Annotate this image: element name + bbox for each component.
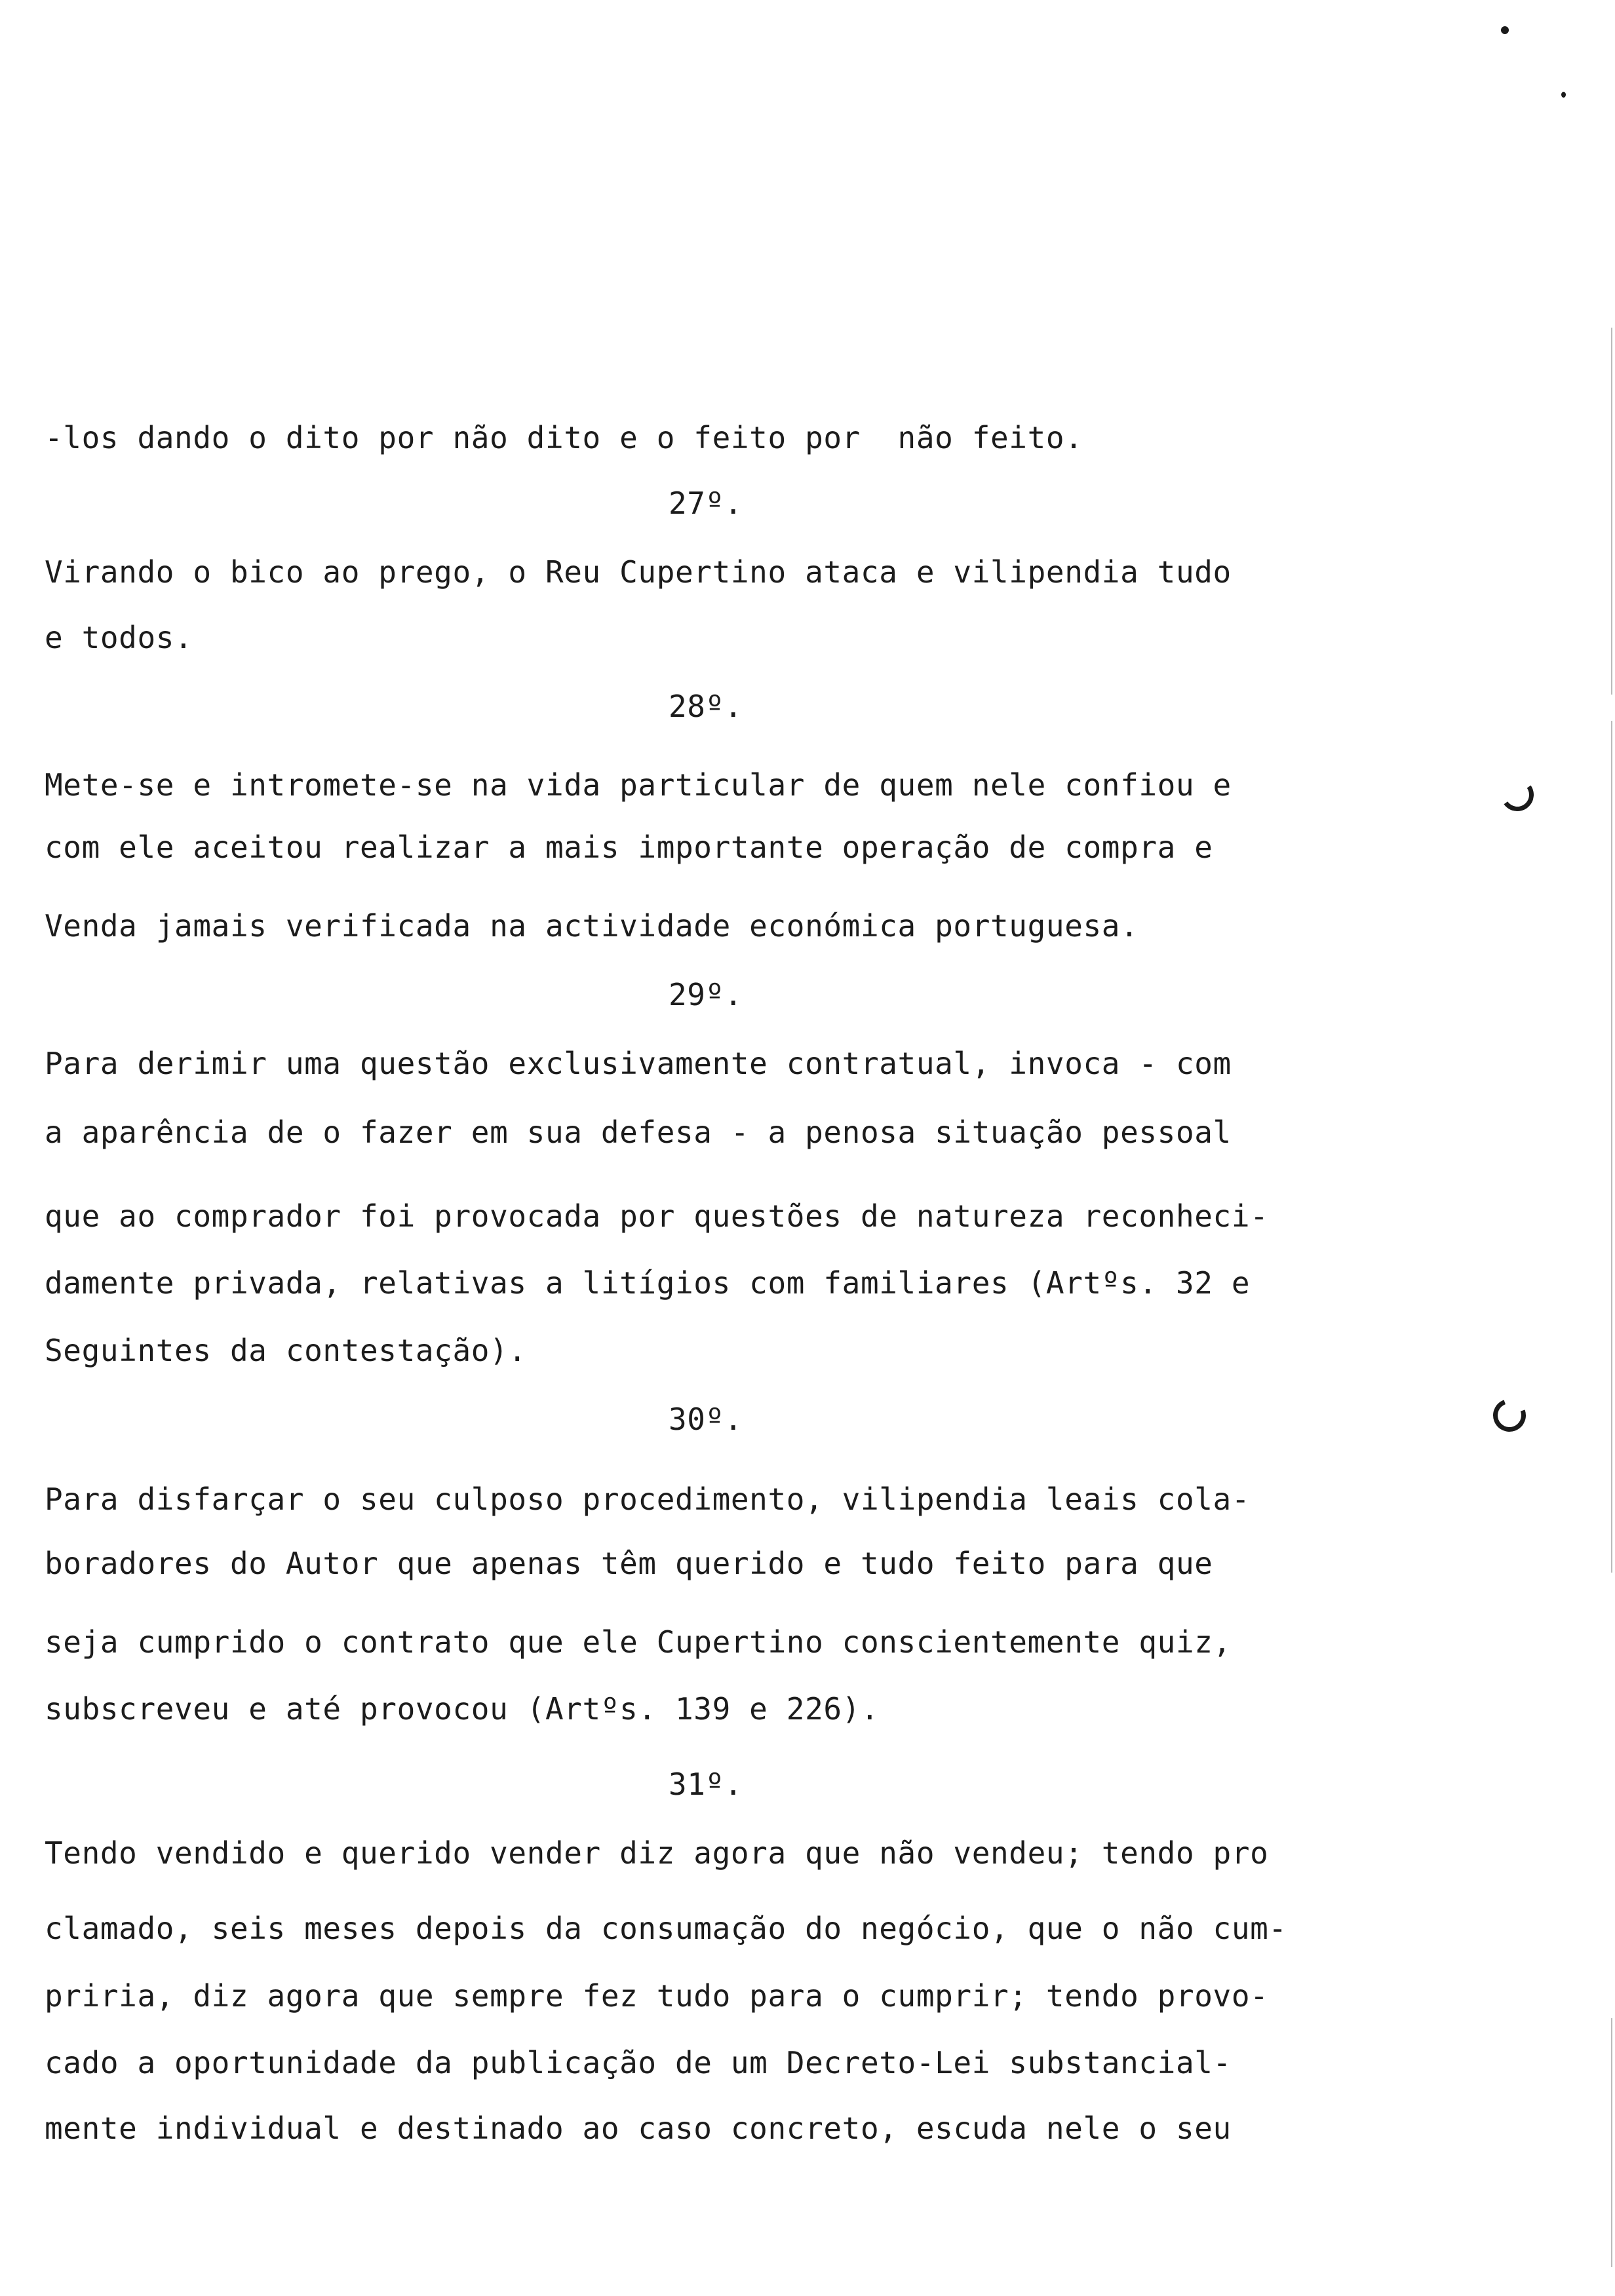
text-line: cado a oportunidade da publicação de um Decreto-Lei substancial- <box>45 2045 1232 2080</box>
article-number: 27º. <box>669 486 743 521</box>
text-line: que ao comprador foi provocada por questões de natureza reconheci- <box>45 1198 1269 1234</box>
text-line: damente privada, relativas a litígios com familiares (Artºs. 32 e <box>45 1265 1251 1301</box>
text-line: -los dando o dito por não dito e o feito por não feito. <box>45 420 1083 455</box>
text-line: a aparência de o fazer em sua defesa - a penosa situação pessoal <box>45 1115 1232 1150</box>
article-number: 30º. <box>669 1402 743 1437</box>
page-edge-line <box>1611 328 1612 695</box>
text-line: seja cumprido o contrato que ele Cupertino conscientemente quiz, <box>45 1624 1232 1660</box>
binder-hole-mark <box>1488 1394 1531 1437</box>
article-number: 28º. <box>669 689 743 724</box>
article-number: 31º. <box>669 1767 743 1802</box>
text-line: Mete-se e intromete-se na vida particular de quem nele confiou e <box>45 767 1232 803</box>
text-line: Para disfarçar o seu culposo procedimento, vilipendia leais cola- <box>45 1482 1251 1517</box>
text-line: Para derimir uma questão exclusivamente contratual, invoca - com <box>45 1046 1232 1081</box>
text-line: e todos. <box>45 620 193 655</box>
scan-speck <box>1561 92 1566 98</box>
text-line: boradores do Autor que apenas têm querido e tudo feito para que <box>45 1546 1213 1581</box>
scan-speck <box>1501 26 1509 34</box>
text-line: mente individual e destinado ao caso concreto, escuda nele o seu <box>45 2111 1232 2146</box>
text-line: subscreveu e até provocou (Artºs. 139 e 226). <box>45 1691 880 1727</box>
text-line: Venda jamais verificada na actividade económica portuguesa. <box>45 908 1139 944</box>
page-edge-line <box>1611 721 1612 1573</box>
text-line: clamado, seis meses depois da consumação do negócio, que o não cum- <box>45 1911 1287 1946</box>
page-edge-line <box>1611 2018 1612 2267</box>
text-line: Virando o bico ao prego, o Reu Cupertino ataca e vilipendia tudo <box>45 554 1232 590</box>
article-number: 29º. <box>669 977 743 1012</box>
text-line: Tendo vendido e querido vender diz agora que não vendeu; tendo pro <box>45 1835 1269 1871</box>
text-line: com ele aceitou realizar a mais importante operação de compra e <box>45 830 1213 865</box>
binder-hole-mark <box>1498 776 1536 814</box>
text-line: priria, diz agora que sempre fez tudo para o cumprir; tendo provo- <box>45 1978 1269 2014</box>
text-line: Seguintes da contestação). <box>45 1333 527 1368</box>
